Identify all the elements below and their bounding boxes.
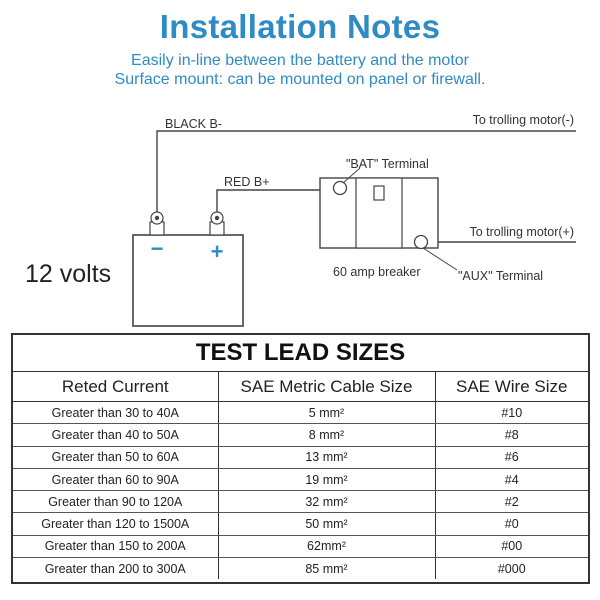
- table-header-row: [13, 372, 588, 402]
- cell-metric-size: 85 mm²: [218, 558, 435, 580]
- header-wire-size: SAE Wire Size: [435, 372, 588, 402]
- cell-current: Greater than 30 to 40A: [13, 402, 218, 424]
- subtitle-inline: Easily in-line between the battery and the motor: [131, 52, 469, 69]
- aux-terminal-label: "AUX" Terminal: [458, 269, 544, 283]
- table-row: [13, 402, 588, 424]
- table-row: [13, 513, 588, 535]
- battery-positive-sign: +: [210, 239, 224, 264]
- bat-terminal-stud-icon: [334, 182, 347, 195]
- cell-wire-size: #6: [435, 446, 588, 468]
- negative-post-icon: [150, 212, 164, 235]
- cell-metric-size: 32 mm²: [218, 491, 435, 513]
- cell-metric-size: 50 mm²: [218, 513, 435, 535]
- table-row: [13, 468, 588, 490]
- aux-terminal-stud-icon: [415, 236, 428, 249]
- header-metric-size: SAE Metric Cable Size: [218, 372, 435, 402]
- lead-size-grid: [13, 372, 588, 579]
- aux-pointer: [423, 248, 457, 270]
- breaker-label: 60 amp breaker: [333, 265, 421, 279]
- battery-voltage-label: 12 volts: [25, 260, 112, 288]
- cell-wire-size: #00: [435, 535, 588, 557]
- table-row: [13, 491, 588, 513]
- breaker-reset-button-icon: [374, 186, 384, 200]
- cell-metric-size: 8 mm²: [218, 424, 435, 446]
- cell-current: Greater than 50 to 60A: [13, 446, 218, 468]
- table-row: [13, 558, 588, 580]
- cell-current: Greater than 200 to 300A: [13, 558, 218, 580]
- trolling-positive-label: To trolling motor(+): [469, 225, 574, 239]
- black-wire-label: BLACK B-: [165, 117, 222, 131]
- cell-wire-size: #8: [435, 424, 588, 446]
- subtitle-mount: Surface mount: can be mounted on panel or firewall.: [114, 71, 486, 88]
- cell-wire-size: #4: [435, 468, 588, 490]
- header-current: Reted Current: [13, 372, 218, 402]
- table-row: [13, 424, 588, 446]
- test-lead-sizes-table: [11, 333, 590, 584]
- cell-metric-size: 62mm²: [218, 535, 435, 557]
- cell-metric-size: 19 mm²: [218, 468, 435, 490]
- cell-metric-size: 5 mm²: [218, 402, 435, 424]
- table-title: TEST LEAD SIZES: [13, 335, 588, 372]
- red-wire: [217, 190, 336, 213]
- battery: [133, 235, 243, 326]
- cell-current: Greater than 150 to 200A: [13, 535, 218, 557]
- positive-post-icon: [210, 212, 224, 235]
- cell-wire-size: #0: [435, 513, 588, 535]
- cell-current: Greater than 60 to 90A: [13, 468, 218, 490]
- cell-wire-size: #10: [435, 402, 588, 424]
- cell-current: Greater than 40 to 50A: [13, 424, 218, 446]
- table-row: [13, 535, 588, 557]
- trolling-negative-label: To trolling motor(-): [472, 113, 574, 127]
- cell-current: Greater than 120 to 1500A: [13, 513, 218, 535]
- cell-current: Greater than 90 to 120A: [13, 491, 218, 513]
- red-wire-label: RED B+: [224, 175, 270, 189]
- cell-metric-size: 13 mm²: [218, 446, 435, 468]
- table-row: [13, 446, 588, 468]
- cell-wire-size: #2: [435, 491, 588, 513]
- battery-negative-sign: −: [150, 236, 164, 261]
- bat-terminal-label: "BAT" Terminal: [346, 157, 429, 171]
- cell-wire-size: #000: [497, 561, 526, 576]
- page-title: Installation Notes: [159, 8, 441, 45]
